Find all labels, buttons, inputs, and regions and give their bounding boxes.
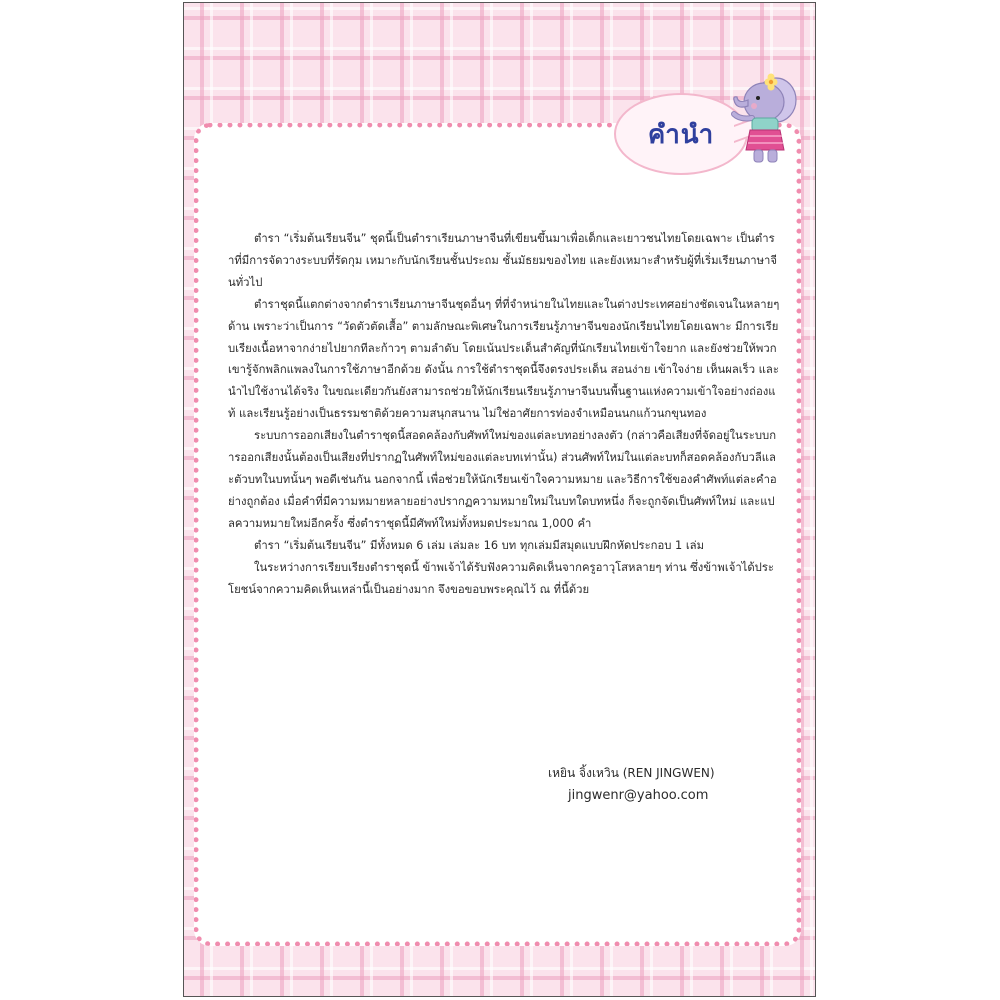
author-email: jingwenr@yahoo.com <box>568 788 709 803</box>
preface-body <box>228 228 780 600</box>
paragraph: ในระหว่างการเรียบเรียงตำราชุดนี้ ข้าพเจ้าได้รับฟังความคิดเห็นจากครูอาวุโสหลายๆ ท่าน ซึ่งข้าพเจ้าได้ประโยชน์จากความคิดเห็นเหล่านี้เป็นอย่างมาก จึงขอขอบพระคุณไว้ ณ ที่นี้ด้วย <box>228 560 774 596</box>
paragraph: ตำรา “เริ่มต้นเรียนจีน” มีทั้งหมด 6 เล่ม เล่มละ 16 บท ทุกเล่มมีสมุดแบบฝึกหัดประกอบ 1 เล่ม <box>254 538 705 552</box>
elephant-mascot-icon <box>730 70 806 166</box>
paragraph: ตำราชุดนี้แตกต่างจากตำราเรียนภาษาจีนชุดอื่นๆ ที่ที่จำหน่ายในไทยและในต่างประเทศอย่างชัดเจนในหลายๆ ด้าน เพราะว่าเป็นการ “วัดตัวตัดเสื้อ” ตามลักษณะพิเศษในการเรียนรู้ภาษาจีนของนักเรียนไทยโดยเฉพาะ มีการเรียบเรียงเนื้อหาจากง่ายไปยากทีละก้าวๆ ตามลำดับ โดยเน้นประเด็นสำคัญที่นักเรียนไทยเข้าใจยาก และยังช่วยให้พวกเขารู้จักพลิกแพลงในการใช้ภาษาอีกด้วย ดังนั้น การใช้ตำราชุดนี้จึงตรงประเด็น สอนง่าย เข้าใจง่าย เห็นผลเร็ว และนำไปใช้งานได้จริง ในขณะเดียวกันยังสามารถช่วยให้นักเรียนเรียนรู้ภาษาจีนบนพื้นฐานแห่งความเข้าใจอย่างถ่องแท้ และเรียนรู้อย่างเป็นธรรมชาติด้วยความสนุกสนาน ไม่ใช่อาศัยการท่องจำเหมือนนกแก้วนกขุนทอง <box>228 297 780 421</box>
page-title: คำนำ <box>647 119 715 150</box>
author-name: เหยิน จิ้งเหวิน (REN JINGWEN) <box>548 766 715 780</box>
paragraph: ระบบการออกเสียงในตำราชุดนี้สอดคล้องกับศัพท์ใหม่ของแต่ละบทอย่างลงตัว (กล่าวคือเสียงที่จัดอยู่ในระบบการออกเสียงนั้นต้องเป็นเสียงที่ปรากฏในศัพท์ใหม่ของแต่ละบทเท่านั้น) ส่วนศัพท์ใหม่ในแต่ละบทก็สอดคล้องกับวลีและตัวบทในบทนั้นๆ พอดีเช่นกัน นอกจากนี้ เพื่อช่วยให้นักเรียนเข้าใจความหมาย และวิธีการใช้ของคำศัพท์แต่ละคำอย่างถูกต้อง เมื่อคำที่มีความหมายหลายอย่างปรากฏความหมายใหม่ในบทใดบทหนึ่ง ก็จะถูกจัดเป็นศัพท์ใหม่ และแปลความหมายใหม่อีกครั้ง ซึ่งตำราชุดนี้มีศัพท์ใหม่ทั้งหมดประมาณ 1,000 คำ <box>228 429 777 530</box>
paragraph: ตำรา “เริ่มต้นเรียนจีน” ชุดนี้เป็นตำราเรียนภาษาจีนที่เขียนขึ้นมาเพื่อเด็กและเยาวชนไทยโดยเฉพาะ เป็นตำราที่มีการจัดวางระบบที่รัดกุม เหมาะกับนักเรียนชั้นประถม ชั้นมัธยมของไทย และยังเหมาะสำหรับผู้ที่เริ่มเรียนภาษาจีนทั่วไป <box>228 232 778 289</box>
title-bubble <box>614 93 748 175</box>
